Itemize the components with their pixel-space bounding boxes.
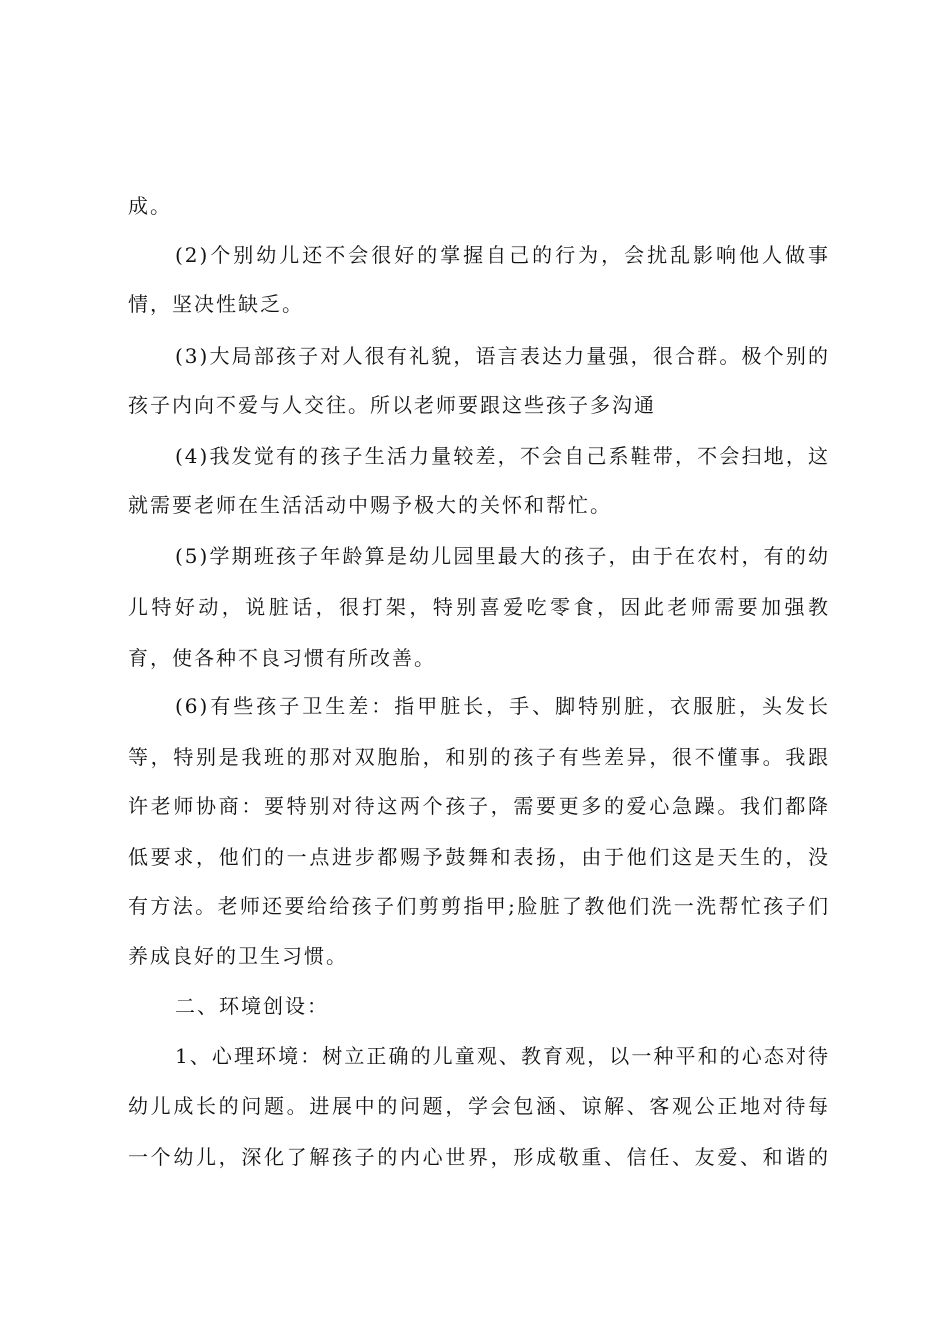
- text-line-3: 情，坚决性缺乏。: [128, 292, 304, 316]
- text-line-2: (2)个别幼儿还不会很好的掌握自己的行为，会扰乱影响他人做事: [175, 243, 830, 267]
- text-line-16: 养成良好的卫生习惯。: [128, 944, 348, 968]
- text-line-5: 孩子内向不爱与人交往。所以老师要跟这些孩子多沟通: [128, 393, 656, 417]
- text-line-6: (4)我发觉有的孩子生活力量较差，不会自己系鞋带，不会扫地，这: [175, 444, 830, 468]
- section-heading: 二、环境创设：: [175, 994, 329, 1018]
- text-line-19: 幼儿成长的问题。进展中的问题，学会包涵、谅解、客观公正地对待每: [128, 1094, 830, 1118]
- text-line-1: 成。: [128, 194, 172, 218]
- text-line-8: (5)学期班孩子年龄算是幼儿园里最大的孩子，由于在农村，有的幼: [175, 544, 830, 568]
- text-line-11: (6)有些孩子卫生差：指甲脏长，手、脚特别脏，衣服脏，头发长: [175, 694, 830, 718]
- text-line-20: 一个幼儿，深化了解孩子的内心世界，形成敬重、信任、友爱、和谐的: [128, 1145, 830, 1169]
- text-line-7: 就需要老师在生活活动中赐予极大的关怀和帮忙。: [128, 493, 612, 517]
- text-line-13: 许老师协商：要特别对待这两个孩子，需要更多的爱心急躁。我们都降: [128, 794, 830, 818]
- text-line-14: 低要求，他们的一点进步都赐予鼓舞和表扬，由于他们这是天生的，没: [128, 845, 830, 869]
- text-line-4: (3)大局部孩子对人很有礼貌，语言表达力量强，很合群。极个别的: [175, 344, 830, 368]
- text-line-12: 等，特别是我班的那对双胞胎，和别的孩子有些差异，很不懂事。我跟: [128, 745, 830, 769]
- text-line-18: 1、心理环境：树立正确的儿童观、教育观，以一种平和的心态对待: [175, 1044, 830, 1068]
- text-line-15: 有方法。老师还要给给孩子们剪剪指甲;脸脏了教他们洗一洗帮忙孩子们: [128, 894, 830, 918]
- text-line-10: 育，使各种不良习惯有所改善。: [128, 646, 436, 670]
- text-line-9: 儿特好动，说脏话，很打架，特别喜爱吃零食，因此老师需要加强教: [128, 595, 830, 619]
